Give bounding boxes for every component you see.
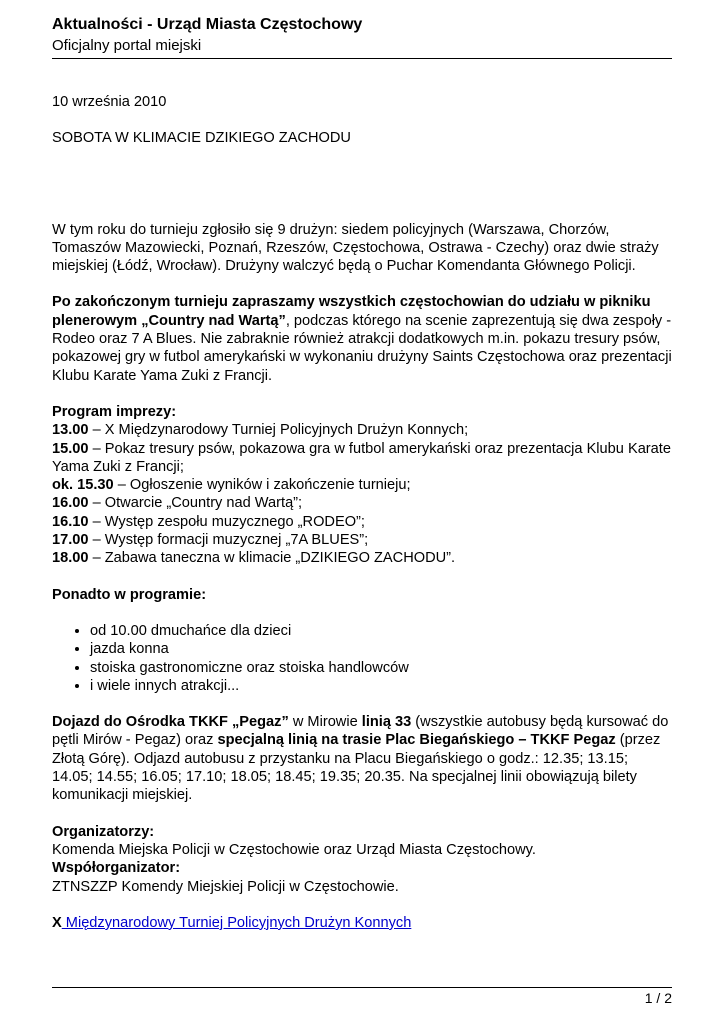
link-prefix: X xyxy=(52,914,62,931)
related-link-line xyxy=(52,914,672,932)
program-item xyxy=(52,513,672,531)
program-time: 17.00 xyxy=(52,532,89,549)
footer-divider xyxy=(52,987,672,988)
program-time: 15.00 xyxy=(52,440,89,457)
extras-item: • i wiele innych atrakcji... xyxy=(90,677,672,695)
organizers-section xyxy=(52,823,672,896)
program-item xyxy=(52,494,672,512)
intro-paragraph: W tym roku do turnieju zgłosiło się 9 drużyn: siedem policyjnych (Warszawa, Chorzów, Tomaszów Mazowiecki, Poznań, Rzeszów, Częstochowa, Ostrawa - Czechy) oraz dwie straży miejskiej (Łódź, Wrocław). Drużyny walczyć będą o Puchar Komendanta Głównego Policji. xyxy=(52,221,659,275)
extras-item: • stoiska gastronomiczne oraz stoiska handlowców xyxy=(90,659,672,677)
header-divider xyxy=(52,58,672,59)
transport-text-2: (wszystkie autobusy będą kursować do pętli Mirów - Pegaz) oraz xyxy=(52,714,669,749)
program-heading: Program imprezy: xyxy=(52,403,177,420)
transport-bold-1: Dojazd do Ośrodka TKKF „Pegaz” xyxy=(52,714,289,731)
program-description: – Otwarcie „Country nad Wartą”; xyxy=(88,495,303,512)
picnic-bold-text: Po zakończonym turnieju zapraszamy wszystkich częstochowian do udziału w pikniku plenerowym „Country nad Wartą” xyxy=(52,294,651,329)
transport-text-1: w Mirowie xyxy=(288,714,362,731)
document-page xyxy=(52,0,672,1024)
article-body xyxy=(52,93,672,932)
program-description: – Pokaz tresury psów, pokazowa gra w futbol amerykański oraz prezentacja Klubu Karate Yama Zuki z Francji; xyxy=(52,440,671,475)
program-item xyxy=(52,440,672,477)
program-item xyxy=(52,549,672,567)
article-headline: SOBOTA W KLIMACIE DZIKIEGO ZACHODU xyxy=(52,130,351,147)
program-description: – Zabawa taneczna w klimacie „DZIKIEGO ZACHODU”. xyxy=(88,550,456,567)
site-title: Aktualności - Urząd Miasta Częstochowy xyxy=(52,16,363,33)
site-subtitle: Oficjalny portal miejski xyxy=(52,37,202,54)
program-time: 16.10 xyxy=(52,513,89,530)
coorganizer-heading: Współorganizator: xyxy=(52,860,181,877)
extras-item: • od 10.00 dmuchańce dla dzieci xyxy=(90,622,672,640)
tournament-link[interactable]: Międzynarodowy Turniej Policyjnych Drużyn Konnych xyxy=(61,914,412,931)
program-time: 13.00 xyxy=(52,422,89,439)
transport-bold-3: specjalną linią na trasie Plac Biegańskiego – TKKF Pegaz xyxy=(217,732,616,749)
program-description: – Występ zespołu muzycznego „RODEO”; xyxy=(88,513,365,530)
extras-heading: Ponadto w programie: xyxy=(52,586,207,603)
program-description: – Ogłoszenie wyników i zakończenie turnieju; xyxy=(113,477,411,494)
program-list xyxy=(52,421,672,567)
program-item xyxy=(52,421,672,439)
article-date: 10 września 2010 xyxy=(52,94,167,110)
program-item xyxy=(52,531,672,549)
transport-text-3: (przez Złotą Górę). Odjazd autobusu z przystanku na Placu Biegańskiego o godz.: 12.35; 13.15; 14.05; 14.55; 16.05; 17.10; 18.05; 18.45; 19.35; 20.35. Na specjalnej linii obowiązują bilety komunikacji miejskiej. xyxy=(52,732,661,804)
program-item xyxy=(52,476,672,494)
organizers-text: Komenda Miejska Policji w Częstochowie oraz Urząd Miasta Częstochowy. xyxy=(52,841,536,858)
page-number: 1 / 2 xyxy=(644,990,672,1006)
transport-paragraph xyxy=(52,713,672,804)
program-time: ok. 15.30 xyxy=(52,477,114,494)
coorganizer-text: ZTNSZZP Komendy Miejskiej Policji w Częstochowie. xyxy=(52,878,399,895)
transport-bold-2: linią 33 xyxy=(361,714,412,731)
organizers-heading: Organizatorzy: xyxy=(52,823,155,840)
program-section xyxy=(52,403,672,568)
picnic-text: , podczas którego na scenie zaprezentują się dwa zespoły - Rodeo oraz 7 A Blues. Nie zabraknie również atrakcji dodatkowych m.in. pokazu tresury psów, pokazowej gry w futbol amerykański w wykonaniu drużyny Saints Częstochowa oraz prezentacji Klubu Karate Yama Zuki z Francji. xyxy=(52,312,672,384)
extras-list xyxy=(52,622,672,695)
program-description: – Występ formacji muzycznej „7A BLUES”; xyxy=(88,532,369,549)
picnic-paragraph xyxy=(52,293,672,384)
extras-item: • jazda konna xyxy=(90,640,672,658)
program-time: 18.00 xyxy=(52,550,89,567)
program-time: 16.00 xyxy=(52,495,89,512)
program-description: – X Międzynarodowy Turniej Policyjnych Drużyn Konnych; xyxy=(88,422,469,439)
